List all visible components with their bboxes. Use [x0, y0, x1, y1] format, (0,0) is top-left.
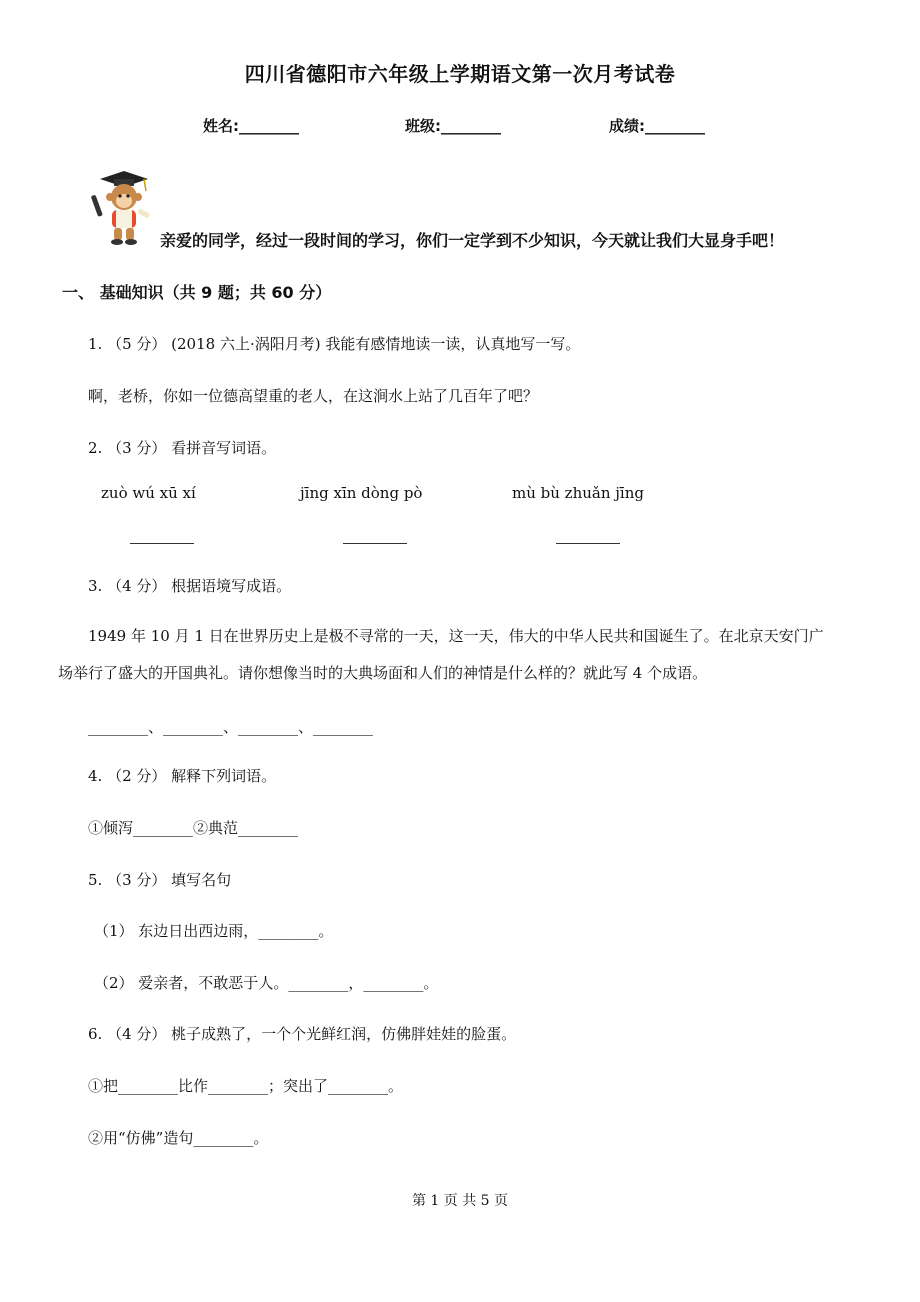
- answer-blank-1[interactable]: [130, 543, 194, 544]
- question-3-text-1: 1949 年 10 月 1 日在世界历史上是极不寻常的一天，这一天，伟大的中华人民共和国诞生了。在北京天安门广: [88, 627, 824, 645]
- question-3-text-2: 场举行了盛大的开国典礼。请你想像当时的大典场面和人们的神情是什么样的？就此写 4 个成语。: [58, 664, 708, 682]
- page-title: 四川省德阳市六年级上学期语文第一次月考试卷: [244, 62, 676, 86]
- question-5-item-2: （2） 爱亲者，不敢恶于人。________，________。: [94, 974, 439, 992]
- pinyin-1: zuò wú xū xí: [101, 484, 196, 502]
- question-6-item-2: ②用“仿佛”造句________。: [88, 1129, 269, 1147]
- answer-blank-2[interactable]: [343, 543, 407, 544]
- question-6: 6. （4 分） 桃子成熟了，一个个光鲜红润，仿佛胖娃娃的脸蛋。: [88, 1025, 517, 1043]
- question-1: 1. （5 分） (2018 六上·涡阳月考) 我能有感情地读一读，认真地写一写。: [88, 335, 581, 353]
- question-2: 2. （3 分） 看拼音写词语。: [88, 439, 277, 457]
- greeting-text: 亲爱的同学，经过一段时间的学习，你们一定学到不少知识，今天就让我们大显身手吧！: [160, 231, 785, 250]
- pinyin-3: mù bù zhuǎn jīng: [512, 484, 644, 502]
- graduate-monkey-icon: [86, 165, 158, 247]
- question-3: 3. （4 分） 根据语境写成语。: [88, 577, 292, 595]
- question-1-text: 啊，老桥，你如一位德高望重的老人，在这涧水上站了几百年了吧？: [88, 387, 539, 405]
- answer-blank-3[interactable]: [556, 543, 620, 544]
- question-3-blanks: ________、________、________、________: [88, 718, 374, 736]
- question-4-text: ①倾泻________②典范________: [88, 819, 299, 837]
- score-field: 成绩:________: [609, 117, 705, 135]
- pinyin-2: jīng xīn dòng pò: [300, 484, 423, 502]
- section-heading: 一、 基础知识（共 9 题；共 60 分）: [62, 283, 332, 302]
- question-5-item-1: （1） 东边日出西边雨，________。: [94, 922, 334, 940]
- question-5: 5. （3 分） 填写名句: [88, 871, 232, 889]
- page-footer: 第 1 页 共 5 页: [411, 1193, 509, 1209]
- question-4: 4. （2 分） 解释下列词语。: [88, 767, 277, 785]
- class-field: 班级:________: [405, 117, 501, 135]
- name-field: 姓名:________: [203, 117, 299, 135]
- question-6-item-1: ①把________比作________；突出了________。: [88, 1077, 404, 1095]
